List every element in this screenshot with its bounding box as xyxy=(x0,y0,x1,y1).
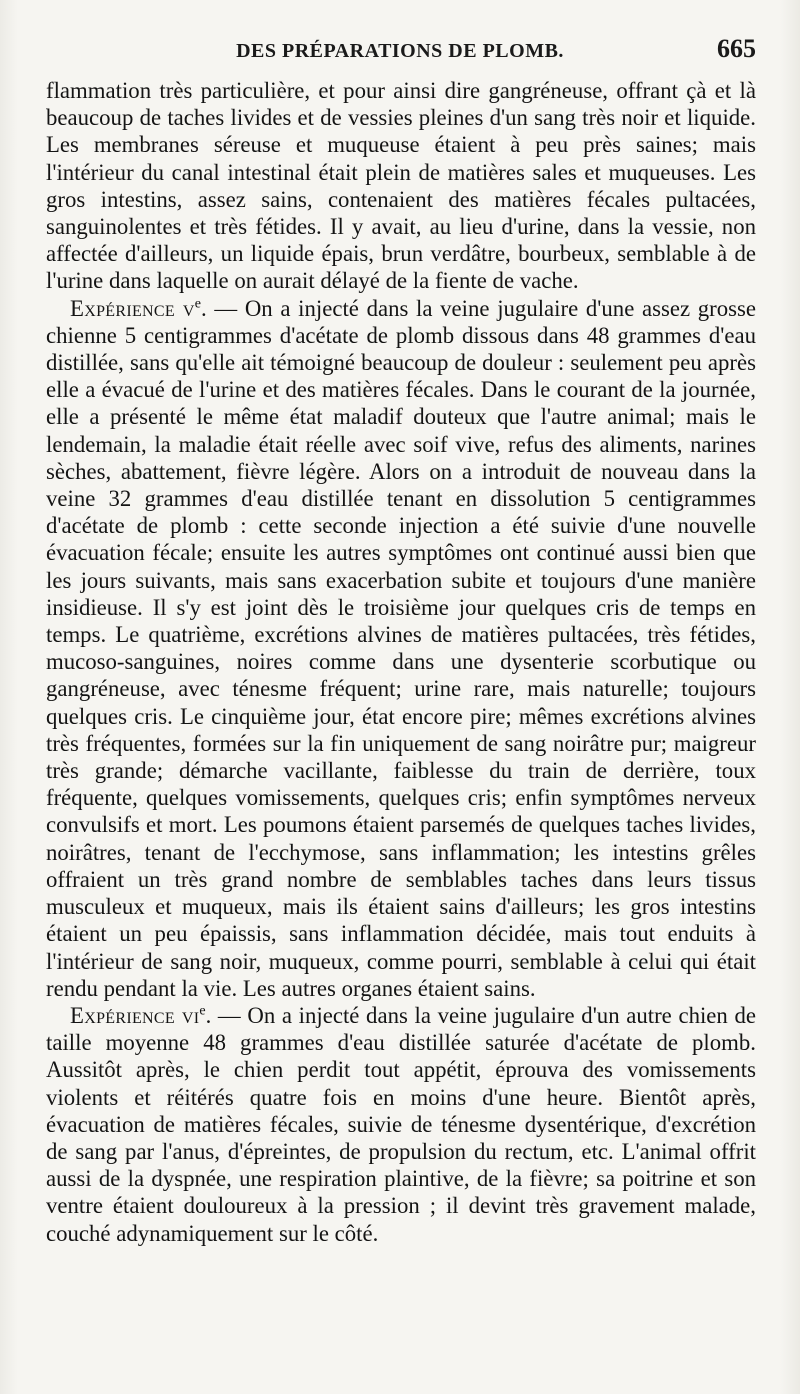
running-head xyxy=(44,34,756,74)
experience-heading: Expérience v xyxy=(70,295,195,321)
paragraph-text: . — On a injecté dans la veine jugulaire d'une assez grosse chienne 5 centigrammes d'acétate de plomb dissous dans 48 grammes d'eau distillée, sans qu'elle ait témoigné beaucoup de douleur : seulement peu après elle a évacué de l'urine et des matières fécales. Dans le courant de la journée, elle a présenté le même état maladif douteux que l'autre animal; mais le lendemain, la maladie était réelle avec soif vive, refus des aliments, narines sèches, abattement, fièvre légère. Alors on a introduit de nouveau dans la veine 32 grammes d'eau distillée tenant en dissolution 5 centigrammes d'acétate de plomb : cette seconde injection a été suivie d'une nouvelle évacuation fécale; ensuite les autres symptômes ont continué aussi bien que les jours suivants, mais sans exacerbation subite et toujours d'une manière insidieuse. Il s'y est joint dès le troisième jour quelques cris de temps en temps. Le quatrième, excrétions alvines de matières pultacées, très fétides, mucoso-sanguines, noires comme dans une dysenterie scorbutique ou gangréneuse, avec ténesme fréquent; urine rare, mais naturelle; toujours quelques cris. Le cinquième jour, état encore pire; mêmes excrétions alvines très fréquentes, formées sur la fin uniquement de sang noirâtre pur; maigreur très grande; démarche vacillante, faiblesse du train de derrière, toux fréquente, quelques vomissements, quelques cris; enfin symptômes nerveux convulsifs et mort. Les poumons étaient parsemés de quelques taches livides, noirâtres, tenant de l'ecchymose, sans inflammation; les intestins grêles offraient un très grand nombre de semblables taches dans leurs tissus musculeux et muqueux, mais ils étaient sains d'ailleurs; les gros intestins étaient un peu épaissis, sans inflammation décidée, mais tout enduits à l'intérieur de sang noir, muqueux, comme pourri, semblable à celui qui était rendu pendant la vie. Les autres organes étaient sains. xyxy=(46,295,757,1001)
body-text xyxy=(46,77,756,1247)
paragraph-experience-6 xyxy=(46,1002,756,1247)
heading-superscript: e xyxy=(194,296,201,312)
paragraph-experience-5 xyxy=(46,295,756,1002)
experience-heading: Expérience vi xyxy=(70,1002,200,1028)
heading-superscript: e xyxy=(199,1003,206,1019)
running-title: DES PRÉPARATIONS DE PLOMB. xyxy=(236,40,564,62)
paragraph-continuation xyxy=(46,77,756,295)
paragraph-text: . — On a injecté dans la veine jugulaire d'un autre chien de taille moyenne 48 grammes d'eau distillée saturée d'acétate de plomb. Aussitôt après, le chien perdit tout appétit, éprouva des vomissements violents et réitérés quatre fois en moins d'une heure. Bientôt après, évacuation de matières fécales, suivie de ténesme dysentérique, d'excrétion de sang par l'anus, d'épreintes, de propulsion du rectum, etc. L'animal offrit aussi de la dyspnée, une respiration plaintive, de la fièvre; sa poitrine et son ventre étaient douloureux à la pression ; il devint très gravement malade, couché adynamiquement sur le côté. xyxy=(46,1002,756,1246)
paragraph-text: flammation très particulière, et pour ainsi dire gangréneuse, offrant çà et là beaucoup de taches livides et de vessies pleines d'un sang très noir et liquide. Les membranes séreuse et muqueuse étaient à peu près saines; mais l'intérieur du canal intestinal était plein de matières sales et muqueuses. Les gros intestins, assez sains, contenaient des matières fécales pultacées, sanguinolentes et très fétides. Il y avait, au lieu d'urine, dans la vessie, non affectée d'ailleurs, un liquide épais, brun verdâtre, bourbeux, semblable à de l'urine dans laquelle on aurait délayé de la fiente de vache. xyxy=(46,78,756,294)
page-number: 665 xyxy=(717,34,756,63)
